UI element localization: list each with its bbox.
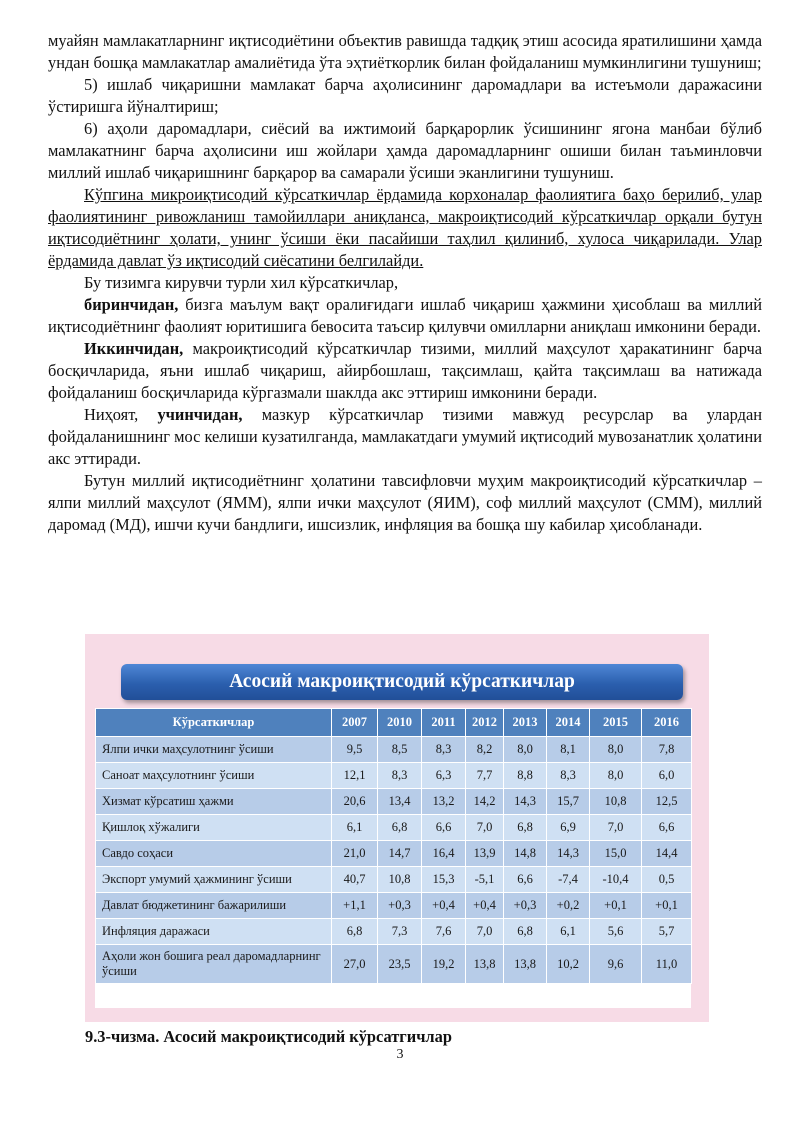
table-cell: +0,4 xyxy=(422,893,466,919)
figure xyxy=(85,634,709,1022)
table-cell: 14,8 xyxy=(504,841,547,867)
row-label: Экспорт умумий ҳажмининг ўсиши xyxy=(96,867,332,893)
table-cell: 7,0 xyxy=(466,815,504,841)
table-row xyxy=(96,919,692,945)
table-cell: 6,1 xyxy=(332,815,378,841)
bold-lead: биринчидан, xyxy=(84,295,179,314)
table-cell: 6,8 xyxy=(378,815,422,841)
table-cell: 6,0 xyxy=(642,763,692,789)
bold-lead: Иккинчидан, xyxy=(84,339,184,358)
table-cell: 8,0 xyxy=(590,737,642,763)
row-label: Саноат маҳсулотнинг ўсиши xyxy=(96,763,332,789)
table-cell: +0,4 xyxy=(466,893,504,919)
table-cell: 13,8 xyxy=(504,945,547,984)
header-year: 2011 xyxy=(422,709,466,737)
table-cell: 7,3 xyxy=(378,919,422,945)
header-year: 2012 xyxy=(466,709,504,737)
table-cell: 13,4 xyxy=(378,789,422,815)
table-cell: 6,9 xyxy=(547,815,590,841)
page-number: 3 xyxy=(396,1047,404,1062)
table-cell: 7,6 xyxy=(422,919,466,945)
table-row xyxy=(96,841,692,867)
table-cell: 13,9 xyxy=(466,841,504,867)
paragraph-third xyxy=(48,404,762,470)
header-indicators: Кўрсаткичлар xyxy=(96,709,332,737)
table-cell: 14,3 xyxy=(547,841,590,867)
indicator-table xyxy=(95,708,692,984)
table-cell: 0,5 xyxy=(642,867,692,893)
underlined-paragraph: Кўпгина микроиқтисодий кўрсаткичлар ёрдамида корхоналар фаолиятига баҳо берилиб, улар фаолиятининг ривожланиш тамойиллари аниқланса, макроиқтисодий кўрсаткичлар орқали бутун иқтисодиётнинг ҳолати, унинг ўсиши ёки пасайиши таҳлил қилиниб, хулоса чиқарилади. Улар ёрдамида давлат ўз иқтисодий сиёсатини белгилайди. xyxy=(48,185,762,270)
paragraph: 5) ишлаб чиқаришни мамлакат барча аҳолисининг даромадлари ва истеъмоли даражасини ўстиришга йўналтириш; xyxy=(48,75,762,116)
table-cell: 13,8 xyxy=(466,945,504,984)
header-year: 2013 xyxy=(504,709,547,737)
paragraph-first xyxy=(48,294,762,338)
table-cell: -5,1 xyxy=(466,867,504,893)
table-cell: 15,7 xyxy=(547,789,590,815)
header-year: 2016 xyxy=(642,709,692,737)
table-cell: 6,3 xyxy=(422,763,466,789)
table-cell: 23,5 xyxy=(378,945,422,984)
table-cell: 8,1 xyxy=(547,737,590,763)
table-body xyxy=(96,737,692,984)
table-cell: 8,3 xyxy=(378,763,422,789)
table-cell: 8,3 xyxy=(547,763,590,789)
paragraph-text: макроиқтисодий кўрсаткичлар тизими, миллий маҳсулот ҳаракатининг барча босқичларида, яъни ишлаб чиқариш, айирбошлаш, тақсимлаш, қайта тақсимлаш ва натижада фойдаланиш босқичларида кўргазмали шаклда акс эттириш имконини беради. xyxy=(48,339,762,402)
table-cell: 12,5 xyxy=(642,789,692,815)
table-header-row xyxy=(96,709,692,737)
paragraph-pre: Ниҳоят, xyxy=(84,405,158,424)
table-cell: 7,8 xyxy=(642,737,692,763)
table-cell: 10,2 xyxy=(547,945,590,984)
table-cell: +0,3 xyxy=(504,893,547,919)
header-year: 2014 xyxy=(547,709,590,737)
table-cell: 19,2 xyxy=(422,945,466,984)
table-cell: 12,1 xyxy=(332,763,378,789)
row-label: Савдо соҳаси xyxy=(96,841,332,867)
table-cell: +0,3 xyxy=(378,893,422,919)
table-cell: 6,6 xyxy=(642,815,692,841)
paragraph: 6) аҳоли даромадлари, сиёсий ва ижтимоий барқарорлик ўсишининг ягона манбаи бўлиб мамлакатнинг барча аҳолисини иш жойлари ҳамда даромадларнинг ошиши билан таъминловчи миллий ишлаб чиқаришнинг барқарор ва самарали ўсиши эканлигини тушуниш. xyxy=(48,119,762,182)
table-cell: 15,0 xyxy=(590,841,642,867)
table-cell: 21,0 xyxy=(332,841,378,867)
table-row xyxy=(96,945,692,984)
bold-lead: учинчидан, xyxy=(157,405,243,424)
table-row xyxy=(96,867,692,893)
row-label: Аҳоли жон бошига реал даромадларнинг ўсиши xyxy=(96,945,332,984)
table-cell: 11,0 xyxy=(642,945,692,984)
table-cell: 7,7 xyxy=(466,763,504,789)
table-cell: 6,8 xyxy=(504,815,547,841)
header-year: 2007 xyxy=(332,709,378,737)
table-cell: 40,7 xyxy=(332,867,378,893)
row-label: Давлат бюджетининг бажарилиши xyxy=(96,893,332,919)
table-cell: 5,7 xyxy=(642,919,692,945)
row-label: Инфляция даражаси xyxy=(96,919,332,945)
table-cell: 9,5 xyxy=(332,737,378,763)
table-cell: 6,8 xyxy=(332,919,378,945)
table-row xyxy=(96,893,692,919)
table-cell: 14,4 xyxy=(642,841,692,867)
header-year: 2015 xyxy=(590,709,642,737)
table-cell: 6,1 xyxy=(547,919,590,945)
paragraph: Бу тизимга кирувчи турли хил кўрсаткичлар, xyxy=(84,273,399,292)
table-cell: +0,1 xyxy=(590,893,642,919)
table-cell: 7,0 xyxy=(590,815,642,841)
table-cell: -10,4 xyxy=(590,867,642,893)
table-cell: 14,2 xyxy=(466,789,504,815)
paragraph: муайян мамлакатларнинг иқтисодиётини объектив равишда тадқиқ этиш асосида яратилишини ҳамда ундан бошқа мамлакатлар амалиётида ўта эҳтиёткорлик билан фойдаланиш мумкинлигини тушуниш; xyxy=(48,31,762,72)
paragraph-text: мазкур кўрсаткичлар тизими мавжуд ресурслар ва улардан фойдаланишнинг мос келиши кузатилганда, мамлакатдаги умумий иқтисодий мувозанатлик ҳолатини акс эттиради. xyxy=(48,405,762,468)
table-cell: 15,3 xyxy=(422,867,466,893)
table-cell: +0,2 xyxy=(547,893,590,919)
table-cell: 8,0 xyxy=(590,763,642,789)
row-label: Қишлоқ хўжалиги xyxy=(96,815,332,841)
table-cell: 5,6 xyxy=(590,919,642,945)
table-cell: +0,1 xyxy=(642,893,692,919)
table-cell: 9,6 xyxy=(590,945,642,984)
table-row xyxy=(96,815,692,841)
table-cell: 8,3 xyxy=(422,737,466,763)
header-year: 2010 xyxy=(378,709,422,737)
figure-caption: 9.3-чизма. Асосий макроиқтисодий кўрсатгичлар xyxy=(85,1027,452,1046)
paragraph-second xyxy=(48,338,762,404)
paragraph: Бутун миллий иқтисодиётнинг ҳолатини тавсифловчи муҳим макроиқтисодий кўрсаткичлар – ялпи миллий маҳсулот (ЯММ), ялпи ички маҳсулот (ЯИМ), соф миллий маҳсулот (СММ), миллий даромад (МД), ишчи кучи бандлиги, ишсизлик, инфляция ва бошқа шу кабилар ҳисобланади. xyxy=(48,471,762,534)
row-label: Ялпи ички маҳсулотнинг ўсиши xyxy=(96,737,332,763)
table-row xyxy=(96,737,692,763)
table-cell: 10,8 xyxy=(378,867,422,893)
table-cell: 6,6 xyxy=(422,815,466,841)
table-row xyxy=(96,763,692,789)
table-cell: 14,3 xyxy=(504,789,547,815)
table-cell: 13,2 xyxy=(422,789,466,815)
table-cell: +1,1 xyxy=(332,893,378,919)
figure-title: Асосий макроиқтисодий кўрсаткичлар xyxy=(121,664,683,700)
table-cell: -7,4 xyxy=(547,867,590,893)
table-cell: 7,0 xyxy=(466,919,504,945)
table-cell: 8,8 xyxy=(504,763,547,789)
table-cell: 27,0 xyxy=(332,945,378,984)
table-cell: 6,8 xyxy=(504,919,547,945)
body-text xyxy=(48,30,762,536)
indicator-table-wrapper xyxy=(95,708,691,1008)
table-cell: 8,0 xyxy=(504,737,547,763)
table-cell: 20,6 xyxy=(332,789,378,815)
row-label: Хизмат кўрсатиш ҳажми xyxy=(96,789,332,815)
table-cell: 6,6 xyxy=(504,867,547,893)
table-cell: 16,4 xyxy=(422,841,466,867)
table-cell: 10,8 xyxy=(590,789,642,815)
paragraph-text: бизга маълум вақт оралиғидаги ишлаб чиқариш ҳажмини ҳисоблаш ва миллий иқтисодиётнинг фаолият юритишига бевосита таъсир қилувчи омилларни аниқлаш имконини беради. xyxy=(48,295,762,336)
table-cell: 14,7 xyxy=(378,841,422,867)
table-cell: 8,5 xyxy=(378,737,422,763)
table-row xyxy=(96,789,692,815)
table-cell: 8,2 xyxy=(466,737,504,763)
